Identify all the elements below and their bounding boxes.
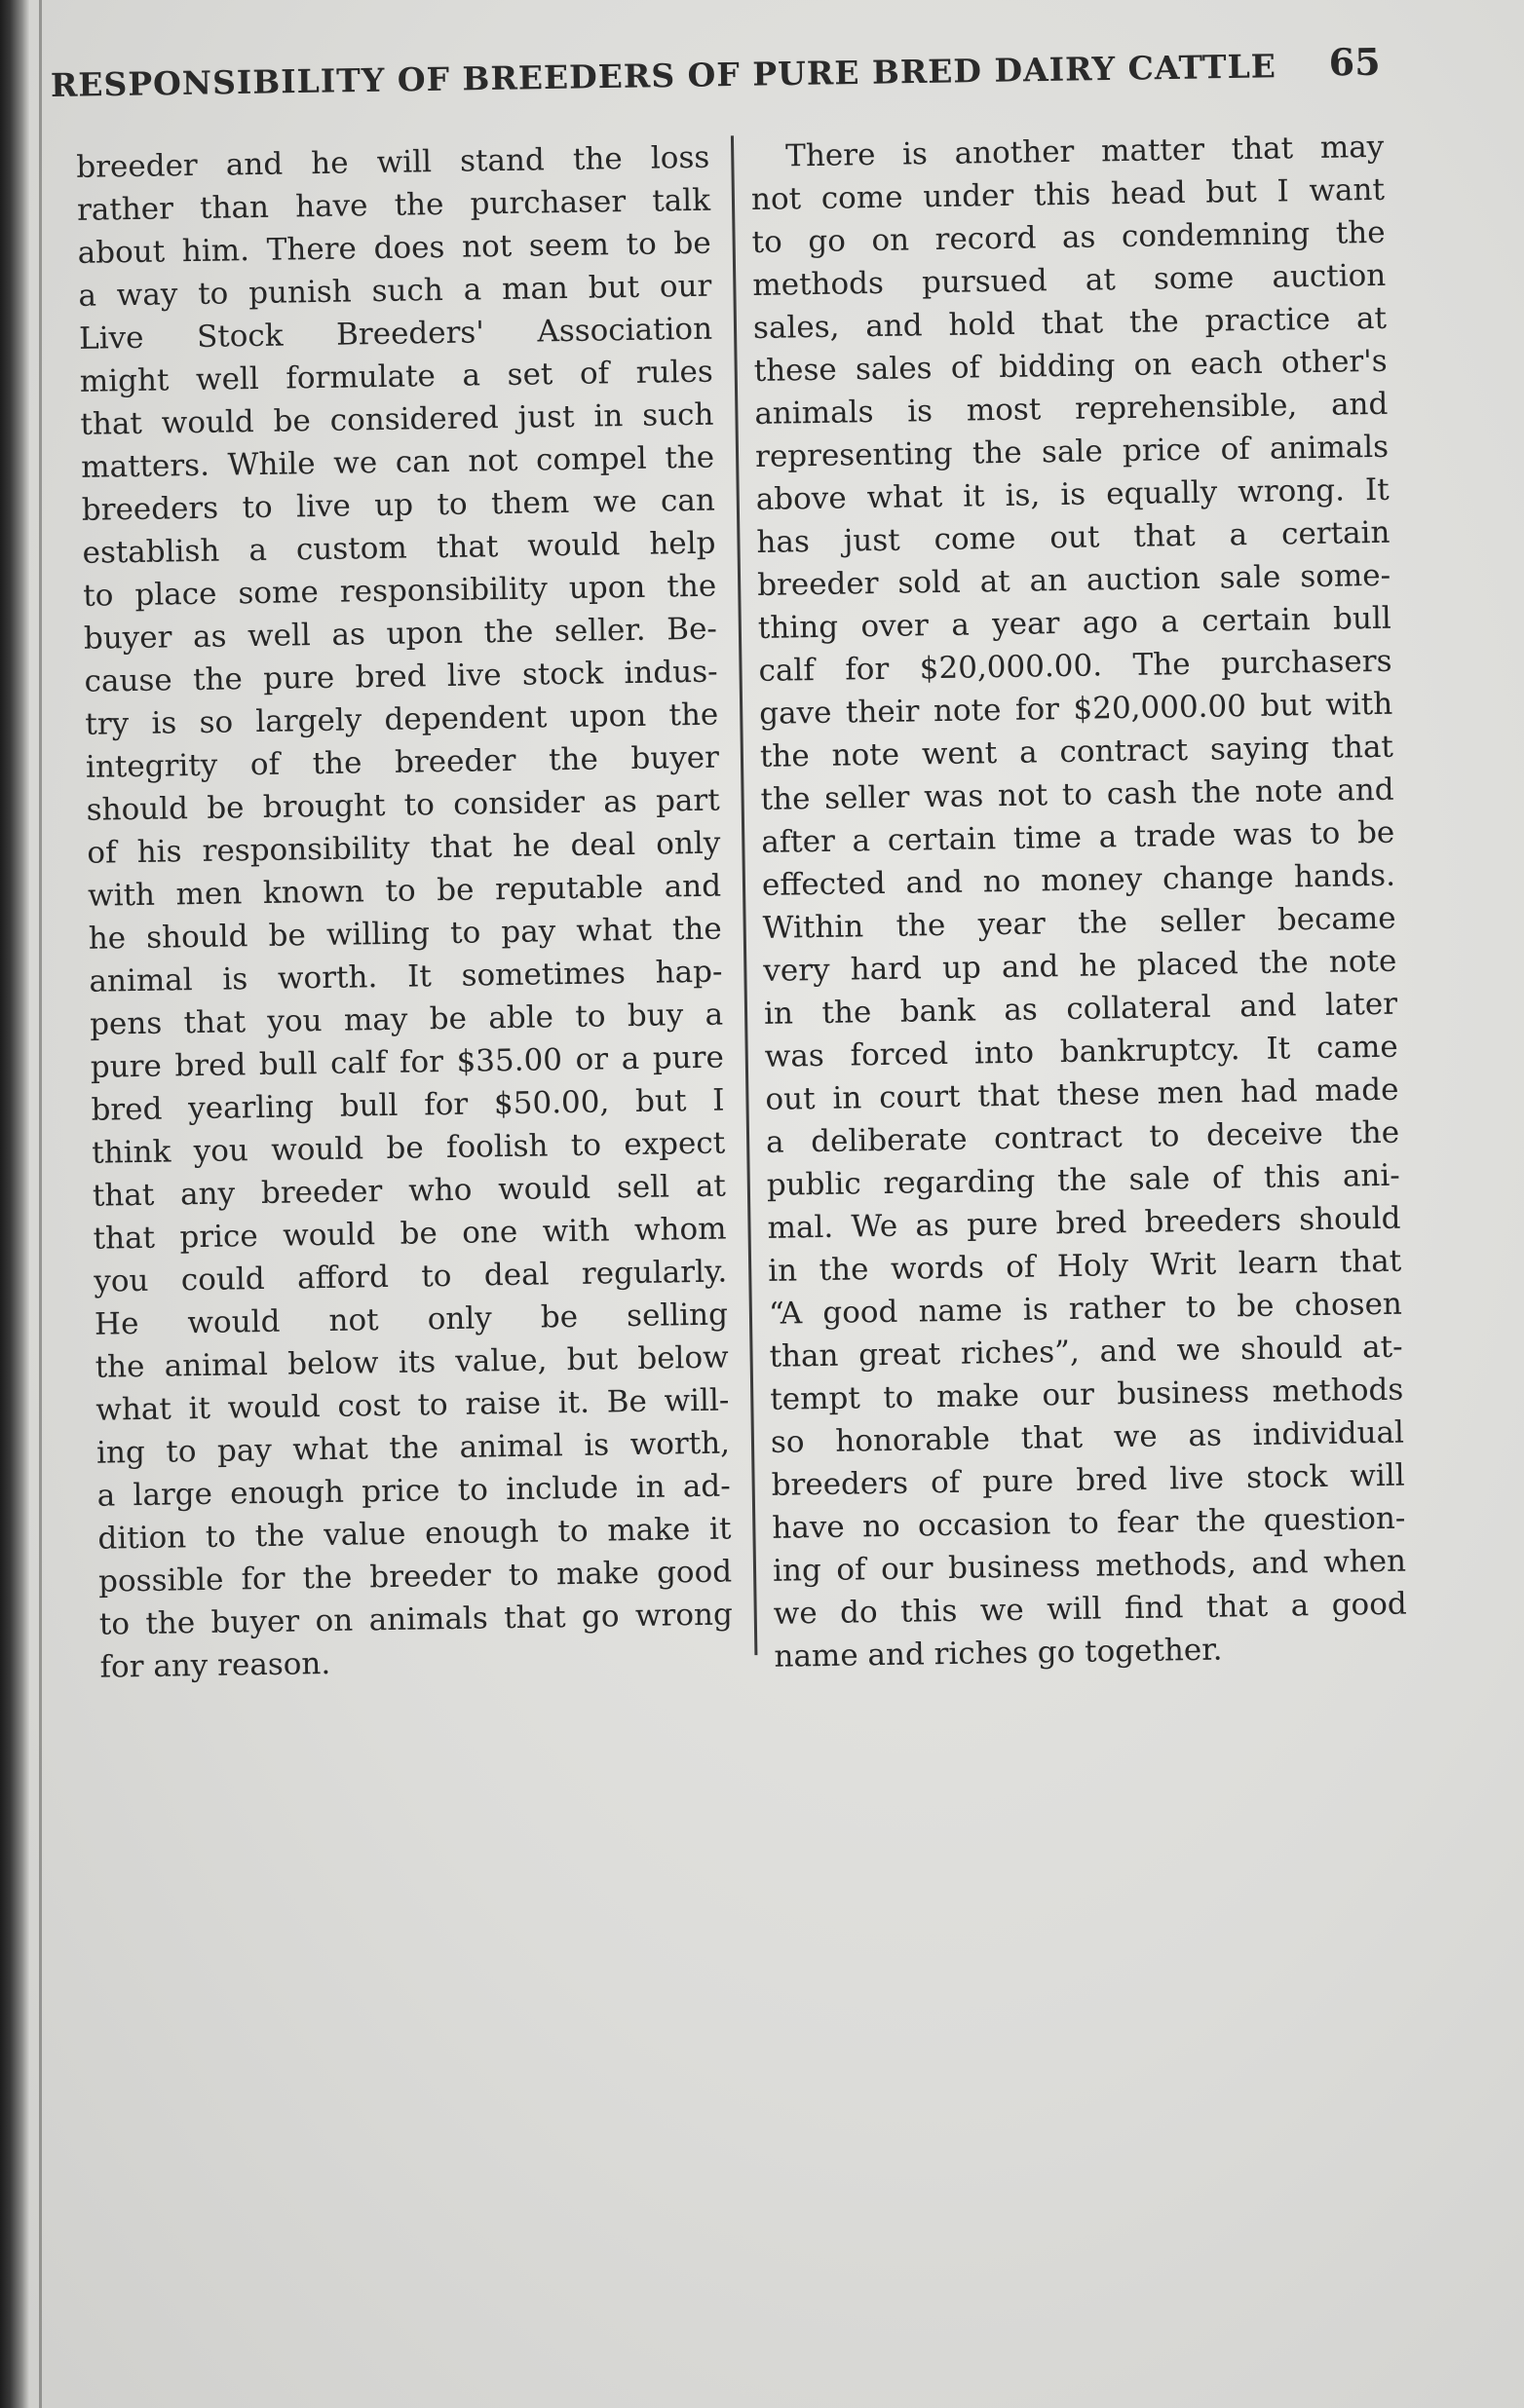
text-line: the note went a contract saying that [759, 729, 1394, 774]
text-line: a deliberate contract to deceive the [765, 1114, 1400, 1160]
text-line: what it would cost to raise it. Be will- [95, 1382, 730, 1428]
text-line: animals is most reprehensible, and [754, 386, 1389, 432]
text-line: about him. There does not seem to be [77, 225, 711, 271]
text-line: “A good name is rather to be chosen [768, 1286, 1403, 1332]
text-line: ing to pay what the animal is worth, [95, 1425, 731, 1471]
text-line: we do this we will find that a good [773, 1586, 1407, 1632]
text-line: animal is worth. It sometimes hap- [89, 954, 723, 999]
text-line: above what it is, is equally wrong. It [755, 471, 1390, 517]
text-line: Within the year the seller became [762, 900, 1396, 946]
text-line: you could afford to deal regularly. [94, 1254, 728, 1299]
text-line: not come under this head but I want [750, 171, 1386, 217]
text-line: that price would be one with whom [93, 1211, 727, 1257]
text-line: has just come out that a certain [756, 514, 1391, 560]
text-line: should be brought to consider as part [86, 782, 720, 828]
text-line: There is another matter that may [784, 129, 1385, 174]
text-line: pure bred bull calf for $35.00 or a pure [90, 1039, 725, 1085]
text-line: rather than have the purchaser talk [76, 182, 711, 228]
text-line: try is so largely dependent upon the [85, 696, 719, 742]
text-line: that would be considered just in such [80, 396, 714, 442]
text-line: He would not only be selling [94, 1297, 729, 1342]
text-line: ing of our business methods, and when [772, 1543, 1407, 1589]
text-line: to go on record as condemning the [751, 214, 1386, 260]
page-number: 65 [1328, 39, 1381, 85]
text-line: possible for the breeder to make good [97, 1554, 733, 1599]
text-line: he should be willing to pay what the [88, 911, 722, 957]
text-line: in the words of Holy Writ learn that [767, 1243, 1402, 1289]
text-line: have no occasion to fear the question- [772, 1500, 1406, 1546]
text-line: name and riches go together. [774, 1632, 1223, 1674]
text-line: effected and no money change hands. [761, 857, 1396, 903]
text-line: buyer as well as upon the seller. Be- [83, 611, 718, 657]
text-line: was forced into bankruptcy. It came [764, 1029, 1398, 1074]
text-line: establish a custom that would help [82, 525, 716, 571]
text-line: tempt to make our business methods [770, 1372, 1404, 1417]
text-line: these sales of bidding on each other's [753, 343, 1388, 389]
text-line: that any breeder who would sell at [92, 1168, 727, 1214]
text-line: thing over a year ago a certain bull [757, 600, 1392, 646]
text-line: to place some responsibility upon the [82, 568, 717, 614]
text-line: calf for $20,000.00. The purchasers [758, 643, 1392, 689]
text-line: dition to the value enough to make it [97, 1511, 732, 1557]
text-line: cause the pure bred live stock indus- [84, 654, 718, 699]
text-line: the seller was not to cash the note and [760, 771, 1394, 817]
text-line: after a certain time a trade was to be [761, 814, 1395, 860]
text-line: than great riches”, and we should at- [769, 1329, 1403, 1374]
gutter-line [39, 0, 42, 2408]
text-line: the animal below its value, but below [95, 1339, 729, 1385]
text-line: might well formulate a set of rules [79, 354, 714, 399]
text-line: think you would be foolish to expect [91, 1125, 726, 1171]
text-line: gave their note for $20,000.00 but with [758, 686, 1393, 732]
text-line: breeder sold at an auction sale some- [756, 557, 1391, 603]
text-line: for any reason. [99, 1645, 331, 1685]
text-line: public regarding the sale of this ani- [766, 1157, 1401, 1203]
text-line: very hard up and he placed the note [763, 943, 1397, 989]
text-line: Live Stock Breeders' Association [78, 311, 713, 357]
text-line: with men known to be reputable and [87, 868, 722, 914]
text-line: methods pursued at some auction [752, 257, 1387, 303]
text-line: bred yearling bull for $50.00, but I [91, 1082, 725, 1128]
text-line: in the bank as collateral and later [763, 986, 1398, 1032]
right-column [750, 126, 1408, 1678]
text-line: matters. While we can not compel the [80, 439, 715, 485]
text-line: integrity of the breeder the buyer [85, 739, 720, 785]
text-line: representing the sale price of animals [754, 429, 1390, 474]
text-line: out in court that these men had made [765, 1072, 1399, 1117]
text-line: of his responsibility that he deal only [87, 825, 721, 871]
text-line: a large enough price to include in ad- [96, 1468, 731, 1514]
text-line: sales, and hold that the practice at [752, 300, 1388, 346]
text-line: breeders of pure bred live stock will [771, 1457, 1405, 1503]
text-line: breeders to live up to them we can [81, 482, 716, 528]
text-line: mal. We as pure bred breeders should [767, 1200, 1401, 1246]
book-spine-shadow [0, 0, 29, 2408]
left-column [76, 136, 734, 1689]
text-columns [68, 126, 1418, 1705]
text-line: to the buyer on animals that go wrong [98, 1597, 734, 1642]
text-line: pens that you may be able to buy a [89, 997, 724, 1042]
running-head: RESPONSIBILITY OF BREEDERS OF PURE BRED DAIRY CATTLE [50, 47, 1277, 104]
text-line: so honorable that we as individual [770, 1414, 1405, 1460]
text-line: breeder and he will stand the loss [76, 139, 710, 185]
page-header [50, 36, 1381, 125]
text-line: a way to punish such a man but our [78, 268, 712, 314]
